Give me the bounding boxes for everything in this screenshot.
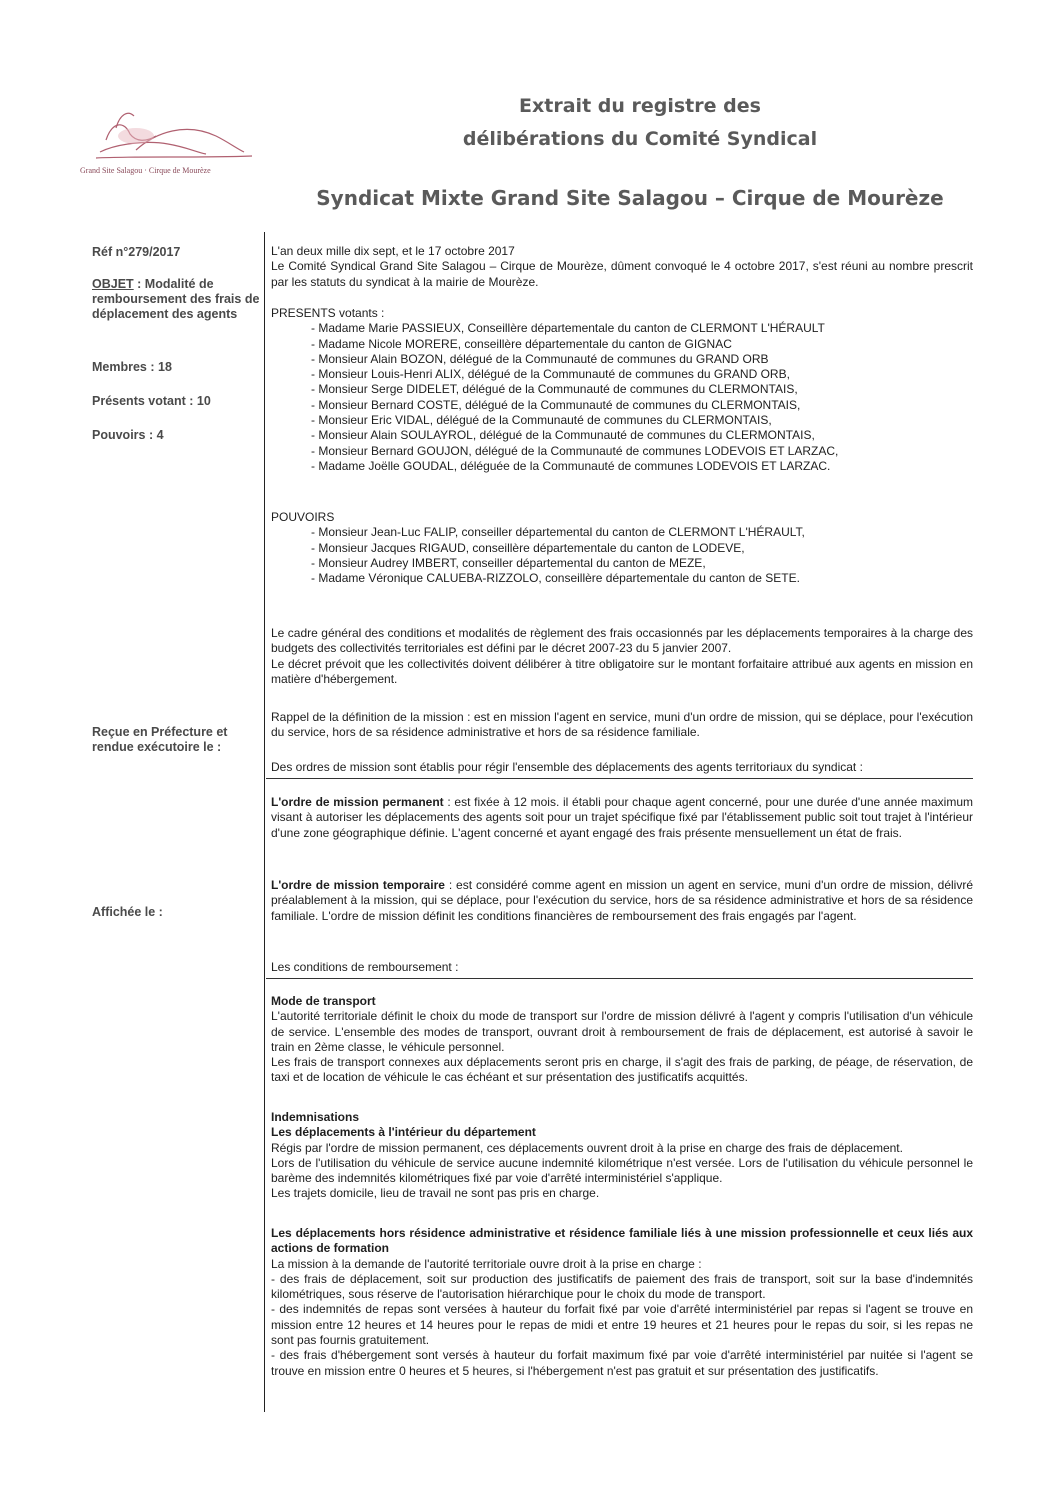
document-title-line2: délibérations du Comité Syndical <box>462 128 818 150</box>
membres-count: Membres : 18 <box>92 360 172 374</box>
transport-heading: Mode de transport <box>271 994 376 1008</box>
list-item: - Madame Joëlle GOUDAL, déléguée de la Communauté de communes LODEVOIS ET LARZAC. <box>311 459 973 474</box>
document-title-line1: Extrait du registre des <box>519 95 761 117</box>
list-item: - Monsieur Audrey IMBERT, conseiller départemental du canton de MEZE, <box>311 556 973 571</box>
paragraph: Régis par l'ordre de mission permanent, ces déplacements ouvrent droit à la prise en charge des frais de déplacement. <box>271 1140 903 1155</box>
convocation-text: Le Comité Syndical Grand Site Salagou – Cirque de Mourèze, dûment convoqué le 4 octobre 2017, s'est réuni au nombre prescrit par les statuts du syndicat à la mairie de Mourèze. <box>271 259 973 289</box>
reference-number: Réf n°279/2017 <box>92 245 181 259</box>
pouvoirs-list <box>271 525 973 586</box>
list-item: - Madame Nicole MORERE, conseillère départementale du canton de GIGNAC <box>311 337 973 352</box>
paragraph: Le décret prévoit que les collectivités doivent délibérer à titre obligatoire sur le montant forfaitaire attribué aux agents en mission en matière d'hébergement. <box>271 656 973 686</box>
paragraph: - des frais d'hébergement sont versés à hauteur du forfait maximum fixé par voie d'arrêté interministériel par nuitée si l'agent se trouve en mission entre 0 heures et 5 heures, si l'hébergement n'est pas gratuit et sur présentation des justificatifs. <box>271 1348 973 1378</box>
section-divider <box>266 778 973 779</box>
permanent-order-text: : est fixée à 12 mois. il établi pour chaque agent concerné, pour une durée d'une année maximum visant à autoriser les déplacements des agents soit pour un trajet spécifique fixé par l'établissement public soit tout trajet à l'intérieur d'une zone géographique définie. L'agent concerné et ayant engagé des frais présente mensuellement un état de frais. <box>271 795 973 840</box>
transport-section <box>271 994 973 1086</box>
paragraph: La mission à la demande de l'autorité territoriale ouvre droit à la prise en charge : <box>271 1256 702 1271</box>
paragraph: L'autorité territoriale définit le choix du mode de transport sur l'ordre de mission délivré à l'agent y compris l'utilisation d'un véhicule de service. L'ensemble des modes de transport, ouvrant droit à remboursement de frais de déplacement, est autorisé à savoir le train en 2ème classe, le véhicule personnel. <box>271 1009 973 1054</box>
objet-block <box>92 277 260 322</box>
paragraph: Les frais de transport connexes aux déplacements seront pris en charge, il s'agit des frais de parking, de péage, de réservation, de taxi et de location de véhicule le cas échéant et sur présentation des justificatifs acquittés. <box>271 1055 973 1085</box>
permanent-order-label: L'ordre de mission permanent <box>271 795 444 809</box>
pouvoirs-block <box>271 510 973 586</box>
mission-orders-intro: Des ordres de mission sont établis pour régir l'ensemble des déplacements des agents territoriaux du syndicat : <box>271 760 863 774</box>
temporary-order <box>271 878 973 924</box>
list-item: - Monsieur Bernard GOUJON, délégué de la Communauté de communes LODEVOIS ET LARZAC, <box>311 444 973 459</box>
paragraph: Le cadre général des conditions et modalités de règlement des frais occasionnés par les déplacements temporaires à la charge des budgets des collectivités territoriales est défini par le décret 2007-23 du 5 janvier 2007. <box>271 626 973 656</box>
objet-label: OBJET <box>92 277 134 291</box>
presents-heading: PRESENTS votants : <box>271 306 385 320</box>
presents-block <box>271 306 973 474</box>
list-item: - Monsieur Alain BOZON, délégué de la Communauté de communes du GRAND ORB <box>311 352 973 367</box>
list-item: - Monsieur Alain SOULAYROL, délégué de la Communauté de communes du CLERMONTAIS, <box>311 428 973 443</box>
paragraph: - des indemnités de repas sont versées à hauteur du forfait fixé par voie d'arrêté interministériel par repas si l'agent se trouve en mission entre 12 heures et 14 heures pour le repas de midi et entre 19 heures et 21 heures pour le repas du soir, si les repas ne sont pas fournis gratuitement. <box>271 1302 973 1348</box>
hors-residence-section <box>271 1226 973 1379</box>
list-item: - Monsieur Jean-Luc FALIP, conseiller départemental du canton de CLERMONT L'HÉRAULT, <box>311 525 973 540</box>
list-item: - Monsieur Jacques RIGAUD, conseillère départementale du canton de LODEVE, <box>311 541 973 556</box>
temporary-order-text: : est considéré comme agent en mission un agent en service, muni d'un ordre de mission, délivré préalablement à la mission, qui se déplace, pour l'exécution du service, hors de sa résidence administrative et hors de sa résidence familiale. L'ordre de mission définit les conditions financières de remboursement des frais engagés par l'agent. <box>271 878 973 923</box>
mission-definition: Rappel de la définition de la mission : est en mission l'agent en service, muni d'un ordre de mission, qui se déplace, pour l'exécution du service, hors de sa résidence administrative et hors de sa résidence familiale. <box>271 710 973 740</box>
list-item: - Madame Marie PASSIEUX, Conseillère départementale du canton de CLERMONT L'HÉRAULT <box>311 321 973 336</box>
conditions-heading: Les conditions de remboursement : <box>271 960 459 974</box>
hors-residence-heading: Les déplacements hors résidence administrative et résidence familiale liés à une mission professionnelle et ceux liés aux actions de formation <box>271 1226 973 1256</box>
affichage-date: Affichée le : <box>92 905 163 919</box>
list-item: - Monsieur Eric VIDAL, délégué de la Communauté de communes du CLERMONTAIS, <box>311 413 973 428</box>
presents-count: Présents votant : 10 <box>92 394 211 408</box>
interieur-heading: Les déplacements à l'intérieur du département <box>271 1125 536 1140</box>
pouvoirs-heading: POUVOIRS <box>271 510 335 524</box>
section-divider <box>266 978 973 979</box>
presents-list <box>271 321 973 474</box>
paragraph: Les trajets domicile, lieu de travail ne sont pas pris en charge. <box>271 1186 600 1201</box>
pouvoirs-count: Pouvoirs : 4 <box>92 428 164 442</box>
list-item: - Madame Véronique CALUEBA-RIZZOLO, conseillère départementale du canton de SETE. <box>311 571 973 586</box>
temporary-order-label: L'ordre de mission temporaire <box>271 878 445 892</box>
date-line: L'an deux mille dix sept, et le 17 octobre 2017 <box>271 244 515 258</box>
intro-block <box>271 244 973 290</box>
list-item: - Monsieur Serge DIDELET, délégué de la Communauté de communes du CLERMONTAIS, <box>311 382 973 397</box>
organization-name: Syndicat Mixte Grand Site Salagou – Cirque de Mourèze <box>316 186 944 210</box>
objet-text: : Modalité de remboursement des frais de déplacement des agents <box>92 277 260 321</box>
list-item: - Monsieur Louis-Henri ALIX, délégué de la Communauté de communes du GRAND ORB, <box>311 367 973 382</box>
decree-block <box>271 626 973 687</box>
indemnisations-heading: Indemnisations <box>271 1110 360 1124</box>
indemnisations-section <box>271 1110 973 1202</box>
paragraph: Lors de l'utilisation du véhicule de service aucune indemnité kilométrique n'est versée. Lors de l'utilisation du véhicule personnel le barème des indemnités kilométriques fixé par voie d'arrêté interministériel s'applique. <box>271 1155 973 1186</box>
column-divider <box>264 232 265 1412</box>
logo-caption: Grand Site Salagou · Cirque de Mourèze <box>80 166 211 175</box>
list-item: - Monsieur Bernard COSTE, délégué de la Communauté de communes du CLERMONTAIS, <box>311 398 973 413</box>
permanent-order <box>271 795 973 841</box>
paragraph: - des frais de déplacement, soit sur production des justificatifs de paiement des frais de transport, soit sur la base d'indemnités kilométriques, sous réserve de l'autorisation hiérarchique pour le choix du mode de transport. <box>271 1271 973 1302</box>
prefecture-receipt: Reçue en Préfecture et rendue exécutoire le : <box>92 725 228 754</box>
